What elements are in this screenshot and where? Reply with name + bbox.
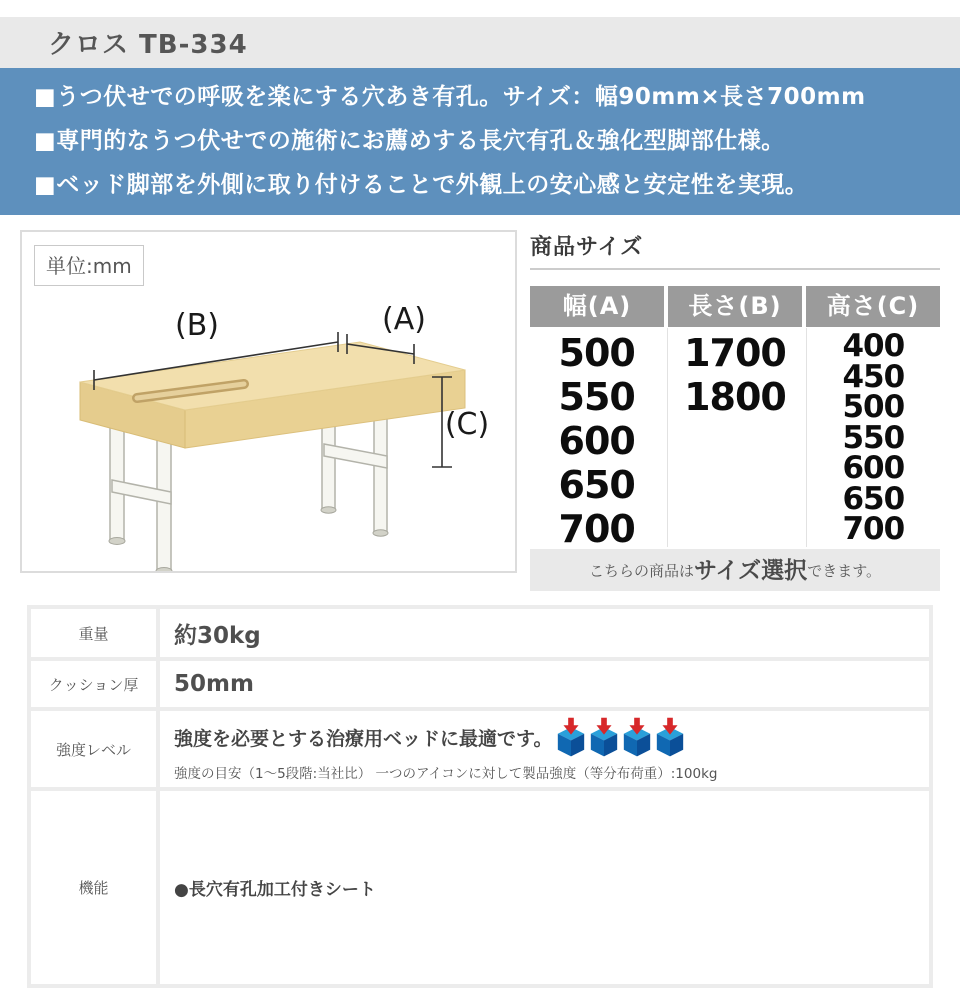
product-diagram-panel [20, 230, 517, 573]
size-value: 500 [842, 389, 905, 425]
feature-banner [0, 68, 960, 215]
spec-row-weight [31, 609, 929, 657]
spec-label: クッション厚 [31, 661, 156, 707]
spec-row-function [31, 791, 929, 984]
size-value: 1800 [684, 375, 786, 419]
spec-label: 強度レベル [31, 711, 156, 787]
size-section-title: 商品サイズ [530, 230, 940, 270]
spec-value-cell [160, 711, 929, 787]
page-title: クロス TB-334 [0, 17, 960, 68]
dim-label-a: (A) [382, 302, 426, 337]
size-col-header-height: 高さ(C) [806, 286, 940, 327]
spec-table [27, 605, 933, 988]
strength-icons [555, 717, 686, 758]
size-value: 550 [842, 419, 905, 456]
spec-value-cell [160, 661, 929, 707]
spec-row-strength [31, 711, 929, 787]
spec-value: 約30kg [174, 622, 261, 649]
strength-line [174, 717, 929, 758]
spec-value-cell [160, 609, 929, 657]
size-note-emphasis: サイズ選択 [694, 558, 808, 584]
size-value: 700 [558, 507, 635, 551]
size-table-body [530, 328, 940, 551]
spec-row-cushion [31, 661, 929, 707]
size-col-header-length: 長さ(B) [668, 286, 802, 327]
product-spec-page [0, 17, 960, 1007]
size-value: 500 [558, 331, 635, 375]
size-value: 400 [842, 328, 905, 364]
size-value: 450 [842, 358, 905, 395]
size-value: 1700 [684, 331, 786, 375]
load-strength-cube-icon [555, 717, 587, 758]
strength-note: 強度の目安（1～5段階:当社比） 一つのアイコンに対して製品強度（等分布荷重）:100kg [174, 765, 718, 782]
size-value: 550 [558, 375, 635, 419]
spec-value: 50mm [174, 671, 254, 697]
size-value: 650 [558, 463, 635, 507]
content-row [20, 230, 940, 591]
spec-value-cell [160, 791, 929, 984]
spec-label: 機能 [31, 791, 156, 984]
load-strength-cube-icon [621, 717, 653, 758]
size-col-length-values [667, 328, 801, 547]
size-value: 650 [842, 480, 905, 517]
load-strength-cube-icon [588, 717, 620, 758]
size-note-prefix: こちらの商品は [589, 562, 695, 580]
feature-line: ■専門的なうつ伏せでの施術にお薦めする長穴有孔＆強化型脚部仕様。 [34, 128, 785, 154]
size-col-height-values [806, 328, 940, 547]
dim-label-c: (C) [444, 407, 490, 442]
size-col-width-values [530, 328, 663, 551]
load-strength-cube-icon [654, 717, 686, 758]
size-value: 700 [842, 511, 905, 547]
spec-value: ●長穴有孔加工付きシート [174, 880, 376, 900]
spec-value: 強度を必要とする治療用ベッドに最適です。 [174, 727, 553, 750]
spec-label: 重量 [31, 609, 156, 657]
size-table-header-row [530, 286, 940, 327]
dim-label-b: (B) [175, 308, 219, 343]
feature-line: ■うつ伏せでの呼吸を楽にする穴あき有孔。サイズ：幅90mm×長さ700mm [34, 84, 866, 110]
size-col-header-width: 幅(A) [530, 286, 664, 327]
size-value: 600 [558, 419, 635, 463]
feature-line: ■ベッド脚部を外側に取り付けることで外観上の安心感と安定性を実現。 [34, 172, 809, 198]
size-value: 600 [842, 450, 905, 486]
size-section [530, 230, 940, 591]
size-note-suffix: できます。 [807, 562, 881, 580]
unit-label: 単位:mm [34, 245, 144, 286]
size-select-note [530, 549, 940, 591]
